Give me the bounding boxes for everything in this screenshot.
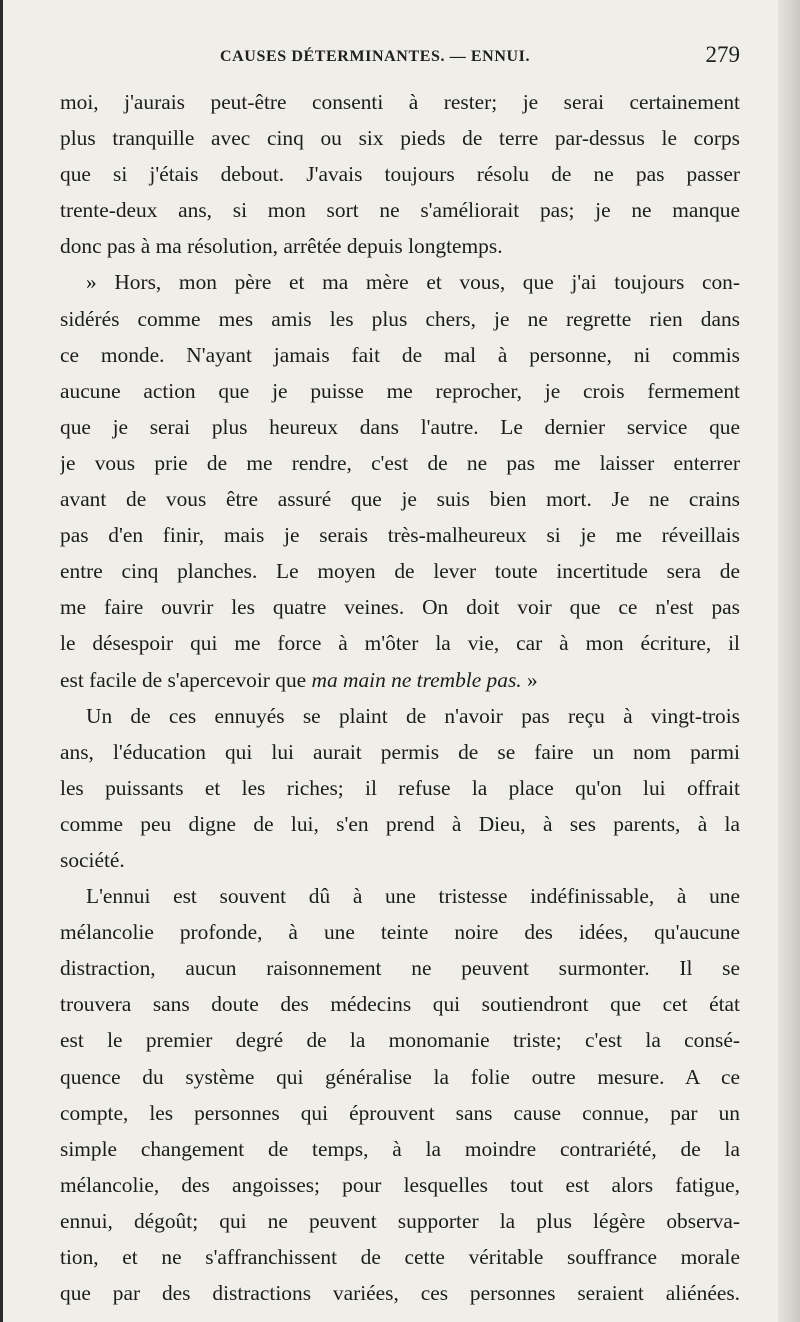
line-start: est facile de s'apercevoir que (60, 667, 312, 692)
text-line: pas d'en finir, mais je serais très-malheureux si je me réveillais (60, 523, 740, 548)
page-number: 279 (705, 42, 740, 67)
text-line: tion, et ne s'affranchissent de cette véritable souffrance morale (60, 1245, 740, 1269)
text-line: avant de vous être assuré que je suis bien mort. Je ne crains (60, 487, 740, 512)
text-line: compte, les personnes qui éprouvent sans cause connue, par un (60, 1100, 740, 1125)
text-line: trente-deux ans, si mon sort ne s'améliorait pas; je ne manque (60, 198, 740, 223)
text-line: donc pas à ma résolution, arrêtée depuis longtemps. (60, 234, 503, 259)
text-line: que par des distractions variées, ces personnes seraient aliénées. (60, 1281, 740, 1306)
text-line: Un de ces ennuyés se plaint de n'avoir pas reçu à vingt-trois (86, 703, 740, 728)
text-line: » Hors, mon père et ma mère et vous, que j'ai toujours con- (86, 270, 740, 295)
text-line: entre cinq planches. Le moyen de lever toute incertitude sera de (60, 559, 740, 584)
page-header (60, 42, 740, 76)
text-line: est le premier degré de la monomanie triste; c'est la consé- (60, 1028, 740, 1053)
text-line: trouvera sans doute des médecins qui soutiendront que cet état (60, 992, 740, 1017)
closing-quote: » (521, 667, 538, 692)
page-left-edge (0, 0, 3, 1322)
text-line: le désespoir qui me force à m'ôter la vie, car à mon écriture, il (60, 631, 740, 656)
text-line: simple changement de temps, à la moindre contrariété, de la (60, 1136, 740, 1161)
text-line: plus tranquille avec cinq ou six pieds de terre par-dessus le corps (60, 126, 740, 151)
text-line: les puissants et les riches; il refuse la place qu'on lui offrait (60, 775, 740, 800)
text-line: mélancolie profonde, à une teinte noire des idées, qu'aucune (60, 920, 740, 945)
text-line-with-italic (60, 662, 740, 698)
text-line: me faire ouvrir les quatre veines. On doit voir que ce n'est pas (60, 595, 740, 620)
text-line: que je serai plus heureux dans l'autre. Le dernier service que (60, 414, 740, 439)
text-line: moi, j'aurais peut-être consenti à rester; je serai certainement (60, 90, 740, 114)
text-line: que si j'étais debout. J'avais toujours résolu de ne pas passer (60, 162, 740, 187)
text-line: société. (60, 847, 125, 872)
page-right-edge (778, 0, 800, 1322)
text-line: ans, l'éducation qui lui aurait permis de se faire un nom parmi (60, 739, 740, 764)
text-line: distraction, aucun raisonnement ne peuvent surmonter. Il se (60, 956, 740, 981)
text-line: ce monde. N'ayant jamais fait de mal à personne, ni commis (60, 342, 740, 367)
italic-phrase: ma main ne tremble pas. (311, 667, 522, 692)
text-line: je vous prie de me rendre, c'est de ne pas me laisser enterrer (60, 450, 740, 475)
body-text (60, 84, 740, 1311)
text-line: sidérés comme mes amis les plus chers, je ne regrette rien dans (60, 306, 740, 331)
text-line: mélancolie, des angoisses; pour lesquelles tout est alors fatigue, (60, 1172, 740, 1197)
text-line: comme peu digne de lui, s'en prend à Dieu, à ses parents, à la (60, 811, 740, 836)
text-line: L'ennui est souvent dû à une tristesse indéfinissable, à une (86, 884, 740, 909)
text-line: aucune action que je puisse me reprocher, je crois fermement (60, 378, 740, 403)
running-head: CAUSES DÉTERMINANTES. — ENNUI. (220, 48, 531, 65)
text-line: quence du système qui généralise la folie outre mesure. A ce (60, 1064, 740, 1089)
text-line: ennui, dégoût; qui ne peuvent supporter la plus légère observa- (60, 1208, 740, 1233)
